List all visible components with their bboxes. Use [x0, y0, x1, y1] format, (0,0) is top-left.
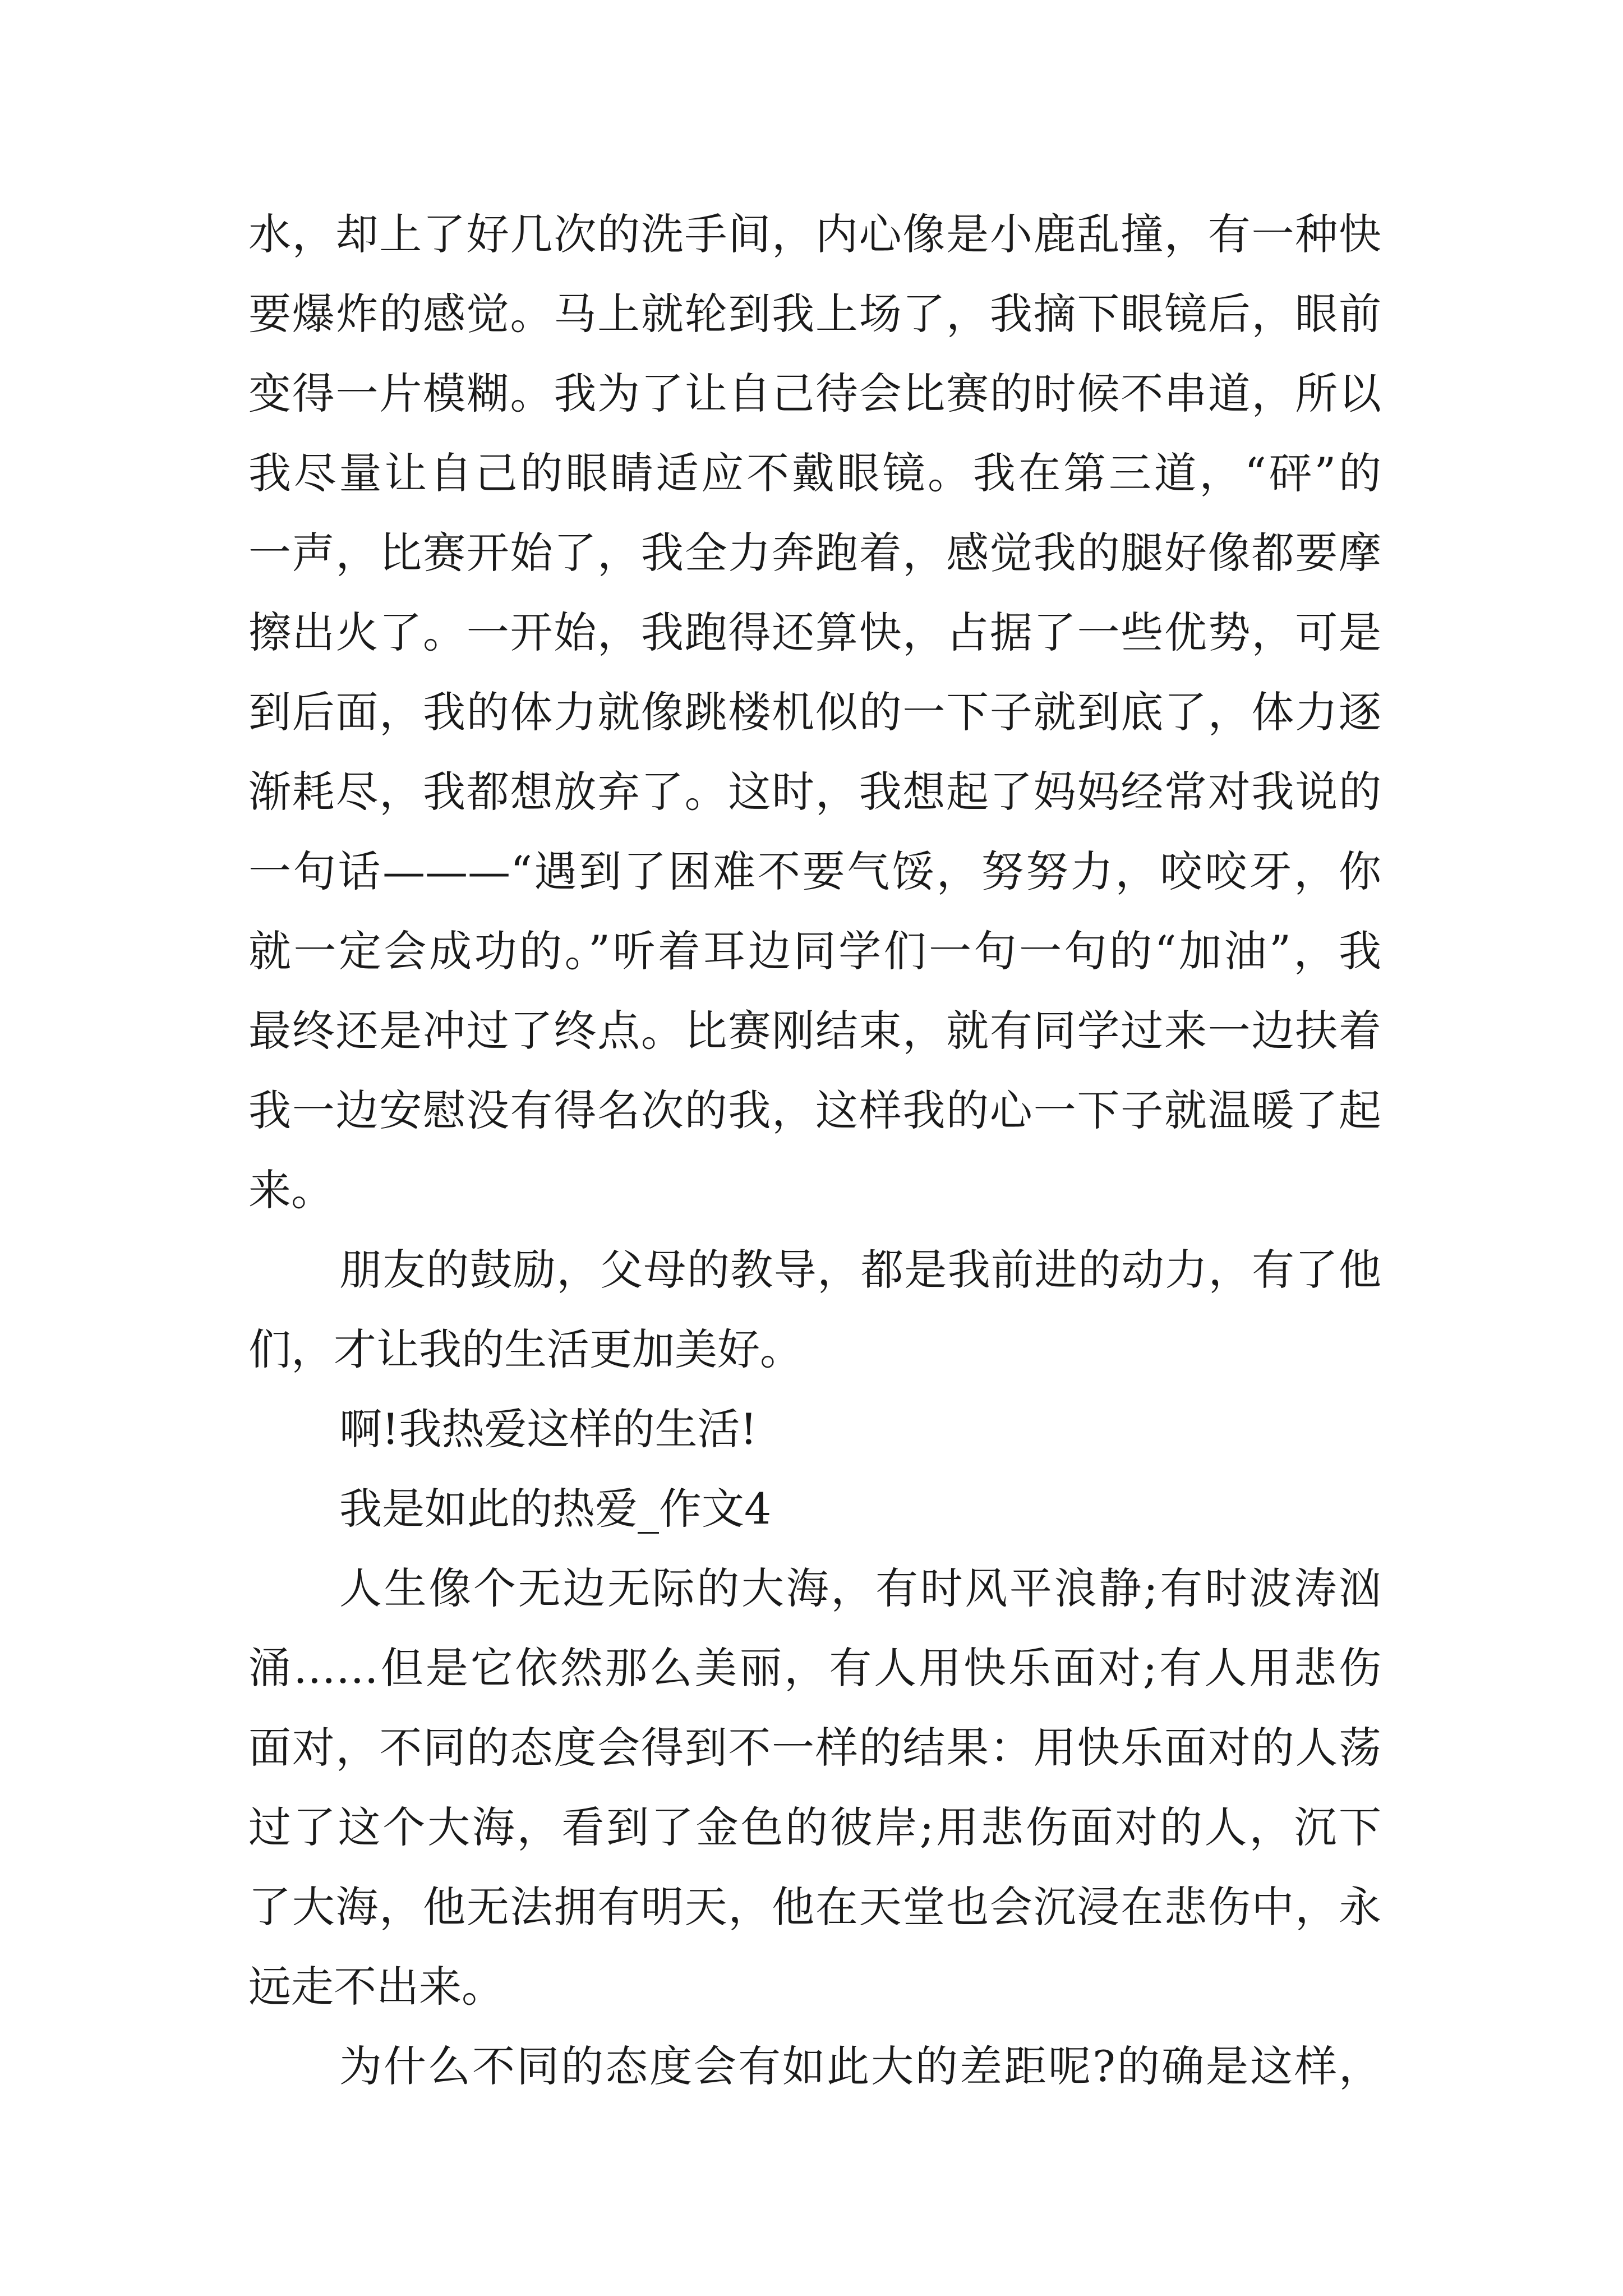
text-line: 来。: [248, 1165, 334, 1215]
text-line: 最终还是冲过了终点。比赛刚结束，就有同学过来一边扶着: [248, 1006, 1381, 1056]
text-line: 我尽量让自己的眼睛适应不戴眼镜。我在第三道，“砰”的: [248, 448, 1381, 498]
text-line: 啊!我热爱这样的生活!: [339, 1404, 758, 1454]
section-title: 我是如此的热爱_作文4: [339, 1484, 772, 1534]
text-line: 涌……但是它依然那么美丽，有人用快乐面对;有人用悲伤: [248, 1643, 1381, 1693]
text-line: 我一边安慰没有得名次的我，这样我的心一下子就温暖了起: [248, 1085, 1381, 1135]
text-line: 要爆炸的感觉。马上就轮到我上场了，我摘下眼镜后，眼前: [248, 289, 1381, 339]
text-line: 过了这个大海，看到了金色的彼岸;用悲伤面对的人，沉下: [248, 1802, 1381, 1852]
text-line: 了大海，他无法拥有明天，他在天堂也会沉浸在悲伤中，永: [248, 1882, 1381, 1932]
text-line: 一声，比赛开始了，我全力奔跑着，感觉我的腿好像都要摩: [248, 528, 1381, 578]
text-line: 渐耗尽，我都想放弃了。这时，我想起了妈妈经常对我说的: [248, 767, 1381, 817]
text-line: 们，才让我的生活更加美好。: [248, 1324, 803, 1374]
text-line: 面对，不同的态度会得到不一样的结果：用快乐面对的人荡: [248, 1723, 1381, 1773]
text-line: 就一定会成功的。”听着耳边同学们一句一句的“加油”，我: [248, 926, 1381, 976]
text-line: 远走不出来。: [248, 1962, 504, 2012]
text-line: 为什么不同的态度会有如此大的差距呢?的确是这样，: [339, 2041, 1381, 2091]
text-line: 人生像个无边无际的大海，有时风平浪静;有时波涛汹: [339, 1563, 1381, 1613]
text-line: 变得一片模糊。我为了让自己待会比赛的时候不串道，所以: [248, 369, 1381, 418]
text-line: 擦出火了。一开始，我跑得还算快，占据了一些优势，可是: [248, 608, 1381, 657]
text-line: 朋友的鼓励，父母的教导，都是我前进的动力，有了他: [339, 1245, 1381, 1295]
text-line: 一句话———“遇到了困难不要气馁，努努力，咬咬牙，你: [248, 846, 1381, 896]
text-line: 到后面，我的体力就像跳楼机似的一下子就到底了，体力逐: [248, 687, 1381, 737]
text-line: 水，却上了好几次的洗手间，内心像是小鹿乱撞，有一种快: [248, 209, 1381, 259]
